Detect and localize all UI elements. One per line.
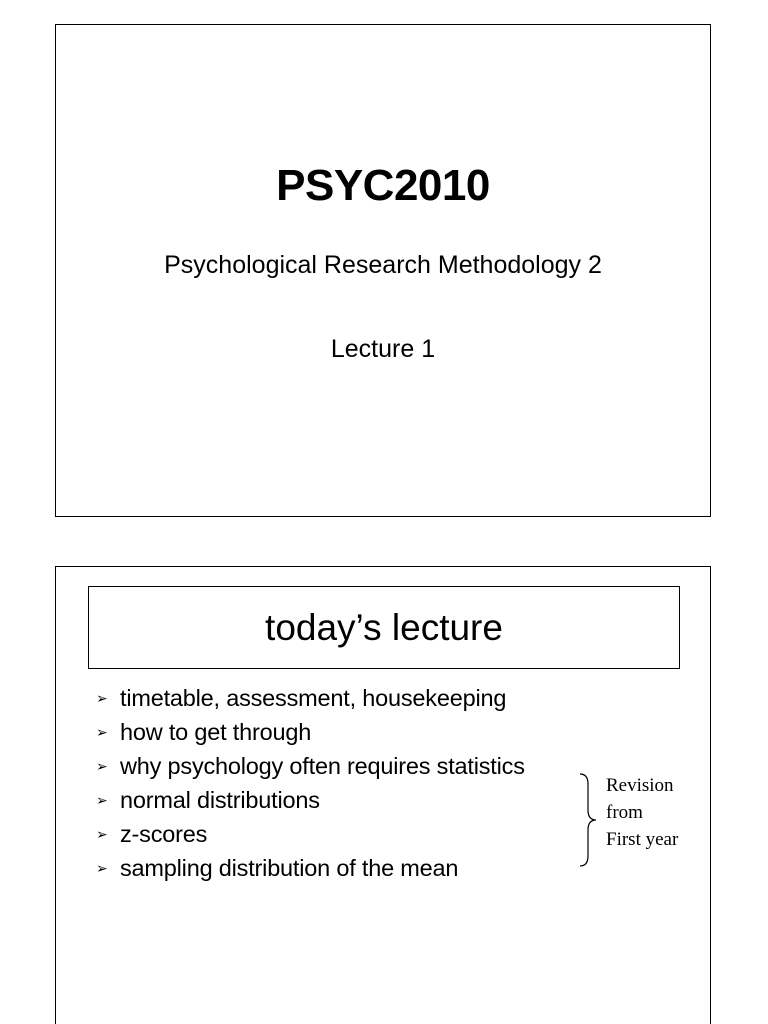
bullet-list	[96, 681, 525, 885]
slide-title: today’s lecture	[265, 606, 503, 648]
revision-note-line: from	[606, 802, 643, 823]
revision-note-line: First year	[606, 829, 679, 850]
arrowhead-bullet-icon: ➢	[96, 791, 108, 808]
slide-title: PSYC2010	[276, 161, 490, 210]
bullet-text: z-scores	[120, 820, 208, 847]
list-item	[96, 749, 525, 783]
list-item	[96, 715, 525, 749]
slide-1	[55, 24, 711, 517]
bullet-text: timetable, assessment, housekeeping	[120, 684, 507, 711]
bullet-text: how to get through	[120, 718, 312, 745]
arrowhead-bullet-icon: ➢	[96, 757, 108, 774]
list-item	[96, 783, 525, 817]
list-item	[96, 681, 525, 715]
arrowhead-bullet-icon: ➢	[96, 689, 108, 706]
curly-brace-icon	[576, 772, 602, 868]
arrowhead-bullet-icon: ➢	[96, 825, 108, 842]
list-item	[96, 817, 525, 851]
revision-note-line: Revision	[606, 775, 674, 796]
revision-note	[606, 772, 678, 853]
slide-2	[55, 566, 711, 1024]
slide-title-box	[88, 586, 680, 669]
bullet-text: sampling distribution of the mean	[120, 854, 459, 881]
course-subtitle: Psychological Research Methodology 2	[164, 251, 602, 279]
list-item	[96, 851, 525, 885]
lecture-number: Lecture 1	[330, 335, 436, 363]
arrowhead-bullet-icon: ➢	[96, 859, 108, 876]
bullet-text: normal distributions	[120, 786, 320, 813]
bullet-text: why psychology often requires statistics	[120, 752, 525, 779]
arrowhead-bullet-icon: ➢	[96, 723, 108, 740]
